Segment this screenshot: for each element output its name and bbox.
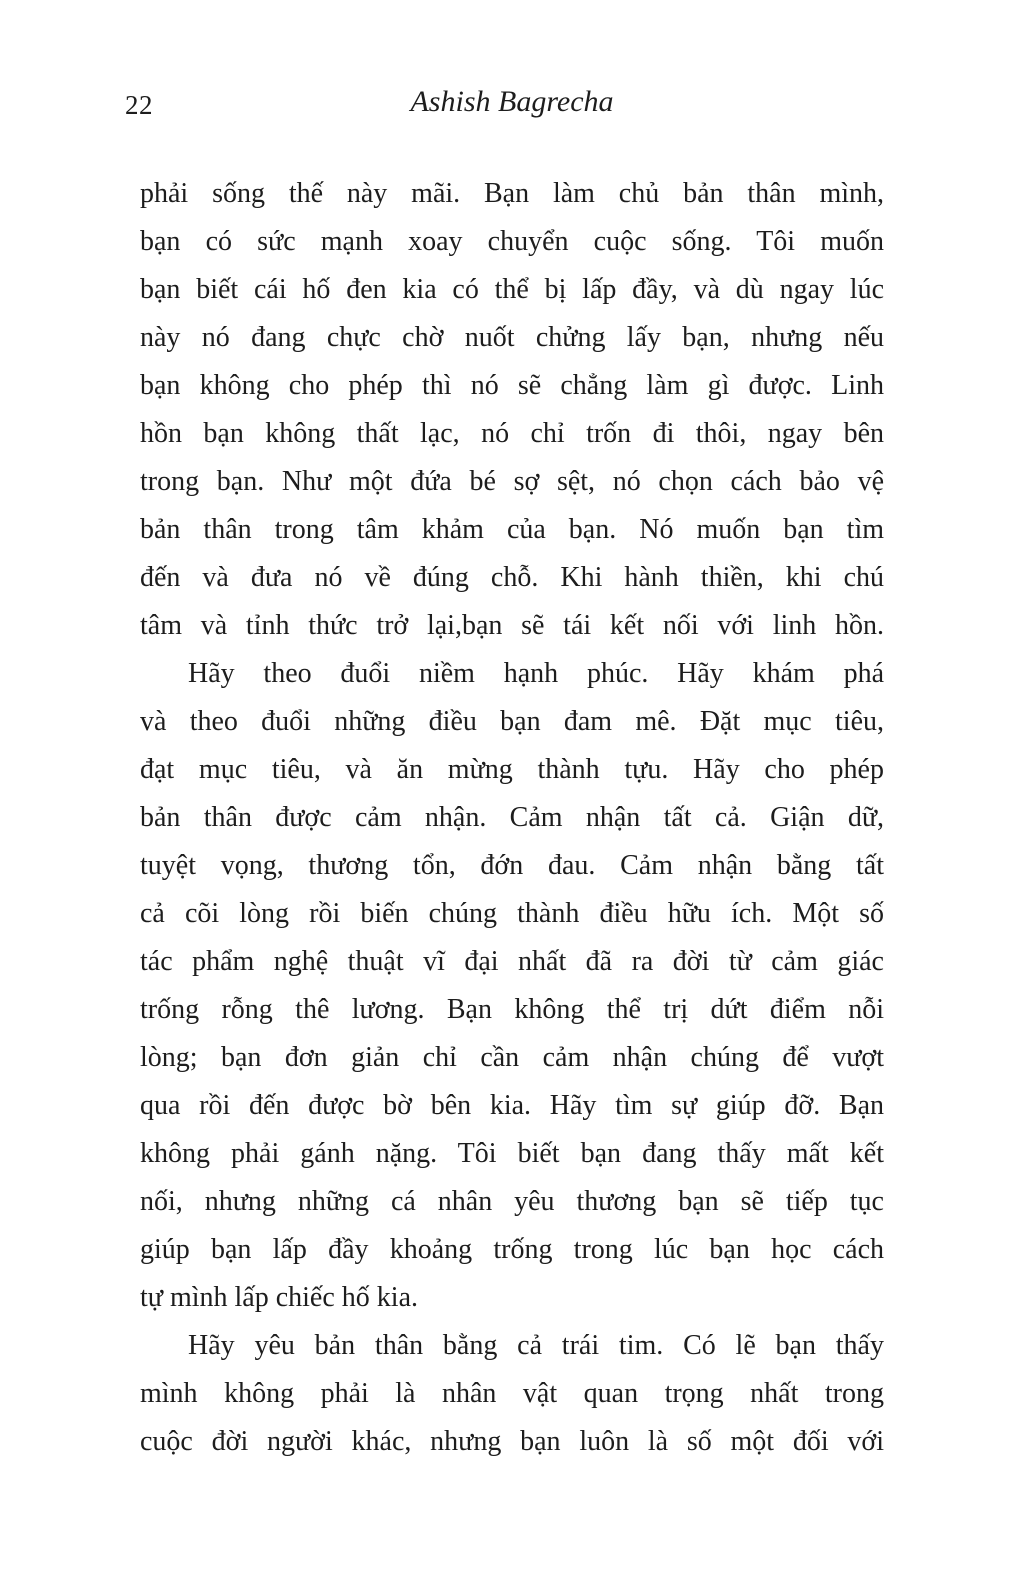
text-line: tuyệt vọng, thương tổn, đớn đau. Cảm nhận bằng tất (140, 850, 884, 881)
text-line: bạn không cho phép thì nó sẽ chẳng làm gì được. Linh (140, 370, 884, 401)
paragraph (140, 1322, 884, 1466)
text-line: và theo đuổi những điều bạn đam mê. Đặt mục tiêu, (140, 706, 884, 737)
text-line: Hãy yêu bản thân bằng cả trái tim. Có lẽ bạn thấy (188, 1330, 884, 1361)
text-line: trống rỗng thê lương. Bạn không thể trị dứt điểm nỗi (140, 994, 884, 1025)
text-line: Hãy theo đuổi niềm hạnh phúc. Hãy khám phá (188, 658, 884, 689)
text-line: bạn biết cái hố đen kia có thể bị lấp đầy, và dù ngay lúc (140, 274, 884, 305)
text-line: cả cõi lòng rồi biến chúng thành điều hữu ích. Một số (140, 898, 884, 929)
text-line: không phải gánh nặng. Tôi biết bạn đang thấy mất kết (140, 1138, 884, 1169)
text-line: bạn có sức mạnh xoay chuyển cuộc sống. Tôi muốn (140, 226, 884, 257)
text-line: đến và đưa nó về đúng chỗ. Khi hành thiền, khi chú (140, 562, 884, 593)
text-line: tự mình lấp chiếc hố kia. (140, 1282, 418, 1313)
body-text (140, 170, 884, 1466)
text-line: hồn bạn không thất lạc, nó chỉ trốn đi thôi, ngay bên (140, 418, 884, 449)
text-line: trong bạn. Như một đứa bé sợ sệt, nó chọn cách bảo vệ (140, 466, 884, 497)
text-line: này nó đang chực chờ nuốt chửng lấy bạn, nhưng nếu (140, 322, 884, 353)
text-line: tâm và tỉnh thức trở lại,bạn sẽ tái kết nối với linh hồn. (140, 610, 884, 641)
paragraph (140, 650, 884, 1322)
text-line: mình không phải là nhân vật quan trọng nhất trong (140, 1378, 884, 1409)
text-line: nối, nhưng những cá nhân yêu thương bạn sẽ tiếp tục (140, 1186, 884, 1217)
text-line: bản thân được cảm nhận. Cảm nhận tất cả. Giận dữ, (140, 802, 884, 833)
paragraph (140, 170, 884, 650)
running-header-title: Ashish Bagrecha (410, 85, 614, 118)
text-line: lòng; bạn đơn giản chỉ cần cảm nhận chúng để vượt (140, 1042, 884, 1073)
text-line: bản thân trong tâm khảm của bạn. Nó muốn bạn tìm (140, 514, 884, 545)
text-line: phải sống thế này mãi. Bạn làm chủ bản thân mình, (140, 178, 884, 209)
text-line: giúp bạn lấp đầy khoảng trống trong lúc bạn học cách (140, 1234, 884, 1265)
text-line: đạt mục tiêu, và ăn mừng thành tựu. Hãy cho phép (140, 754, 884, 785)
text-line: qua rồi đến được bờ bên kia. Hãy tìm sự giúp đỡ. Bạn (140, 1090, 884, 1121)
text-line: cuộc đời người khác, nhưng bạn luôn là số một đối với (140, 1426, 884, 1457)
page-number: 22 (125, 90, 153, 120)
text-line: tác phẩm nghệ thuật vĩ đại nhất đã ra đời từ cảm giác (140, 946, 884, 977)
